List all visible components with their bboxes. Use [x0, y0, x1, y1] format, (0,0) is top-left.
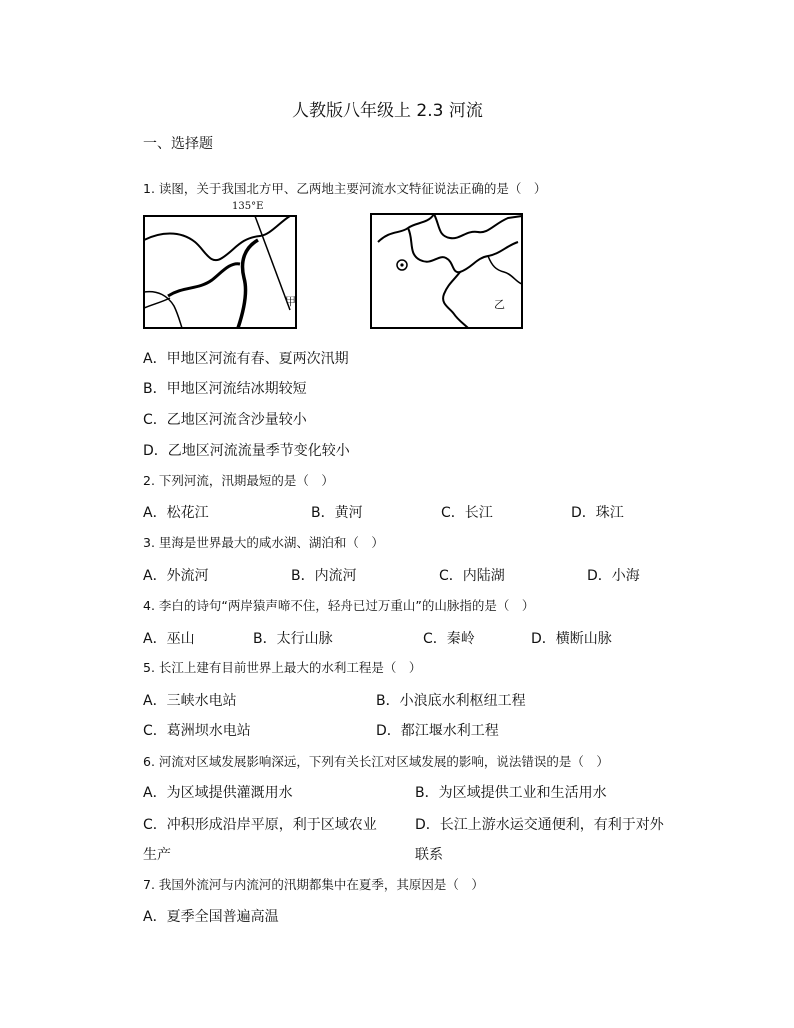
question-5-option-d[interactable]: D．都江堰水利工程 — [376, 723, 499, 739]
question-3-stem: 3. 里海是世界最大的咸水湖、湖泊和（ ） — [143, 535, 384, 550]
question-6-option-b[interactable]: B．为区域提供工业和生活用水 — [415, 785, 607, 801]
question-4-option-d[interactable]: D．横断山脉 — [531, 631, 612, 647]
map-yi-graphic — [368, 210, 526, 332]
question-4-option-b[interactable]: B．太行山脉 — [253, 631, 333, 647]
question-6-option-c-continued: 生产 — [143, 847, 171, 863]
question-6-option-d[interactable]: D．长江上游水运交通便利，有利于对外 — [415, 817, 664, 833]
question-6-option-d-continued: 联系 — [415, 847, 443, 863]
question-5-option-b[interactable]: B．小浪底水利枢纽工程 — [376, 693, 526, 709]
question-1-option-c[interactable]: C．乙地区河流含沙量较小 — [143, 412, 307, 428]
map-yi-mark: 乙 — [494, 298, 505, 311]
question-6-option-c[interactable]: C．冲积形成沿岸平原，利于区域农业 — [143, 817, 377, 833]
question-6-stem: 6. 河流对区域发展影响深远，下列有关长江对区域发展的影响，说法错误的是（ ） — [143, 754, 609, 769]
question-4-option-a[interactable]: A．巫山 — [143, 631, 195, 647]
map-jia-graphic — [140, 200, 300, 330]
question-1-option-a[interactable]: A．甲地区河流有春、夏两次汛期 — [143, 351, 349, 367]
map-jia — [140, 200, 300, 330]
map-yi — [368, 210, 526, 332]
question-2-stem: 2. 下列河流，汛期最短的是（ ） — [143, 473, 334, 488]
map-jia-mark: 甲 — [285, 295, 296, 308]
map-jia-longitude-label: 135°E — [232, 201, 264, 212]
question-2-option-b[interactable]: B．黄河 — [311, 505, 363, 521]
question-5-stem: 5. 长江上建有目前世界上最大的水利工程是（ ） — [143, 660, 422, 675]
question-7-option-a[interactable]: A．夏季全国普遍高温 — [143, 909, 279, 925]
question-5-option-c[interactable]: C．葛洲坝水电站 — [143, 723, 251, 739]
question-4-option-c[interactable]: C．秦岭 — [423, 631, 475, 647]
question-2-option-c[interactable]: C．长江 — [441, 505, 493, 521]
question-3-option-d[interactable]: D．小海 — [587, 568, 640, 584]
question-3-option-a[interactable]: A．外流河 — [143, 568, 209, 584]
question-2-option-a[interactable]: A．松花江 — [143, 505, 209, 521]
question-3-option-c[interactable]: C．内陆湖 — [439, 568, 505, 584]
question-2-option-d[interactable]: D．珠江 — [571, 505, 624, 521]
page-title: 人教版八年级上 2.3 河流 — [292, 101, 483, 121]
section-heading: 一、选择题 — [143, 136, 213, 152]
question-7-stem: 7. 我国外流河与内流河的汛期都集中在夏季，其原因是（ ） — [143, 877, 484, 892]
question-1-stem: 1. 读图，关于我国北方甲、乙两地主要河流水文特征说法正确的是（ ） — [143, 181, 547, 196]
question-5-option-a[interactable]: A．三峡水电站 — [143, 693, 237, 709]
question-6-option-a[interactable]: A．为区域提供灌溉用水 — [143, 785, 293, 801]
question-1-option-d[interactable]: D．乙地区河流流量季节变化较小 — [143, 443, 350, 459]
question-3-option-b[interactable]: B．内流河 — [291, 568, 357, 584]
question-1-option-b[interactable]: B．甲地区河流结冰期较短 — [143, 381, 307, 397]
question-4-stem: 4. 李白的诗句“两岸猿声啼不住，轻舟已过万重山”的山脉指的是（ ） — [143, 598, 535, 613]
